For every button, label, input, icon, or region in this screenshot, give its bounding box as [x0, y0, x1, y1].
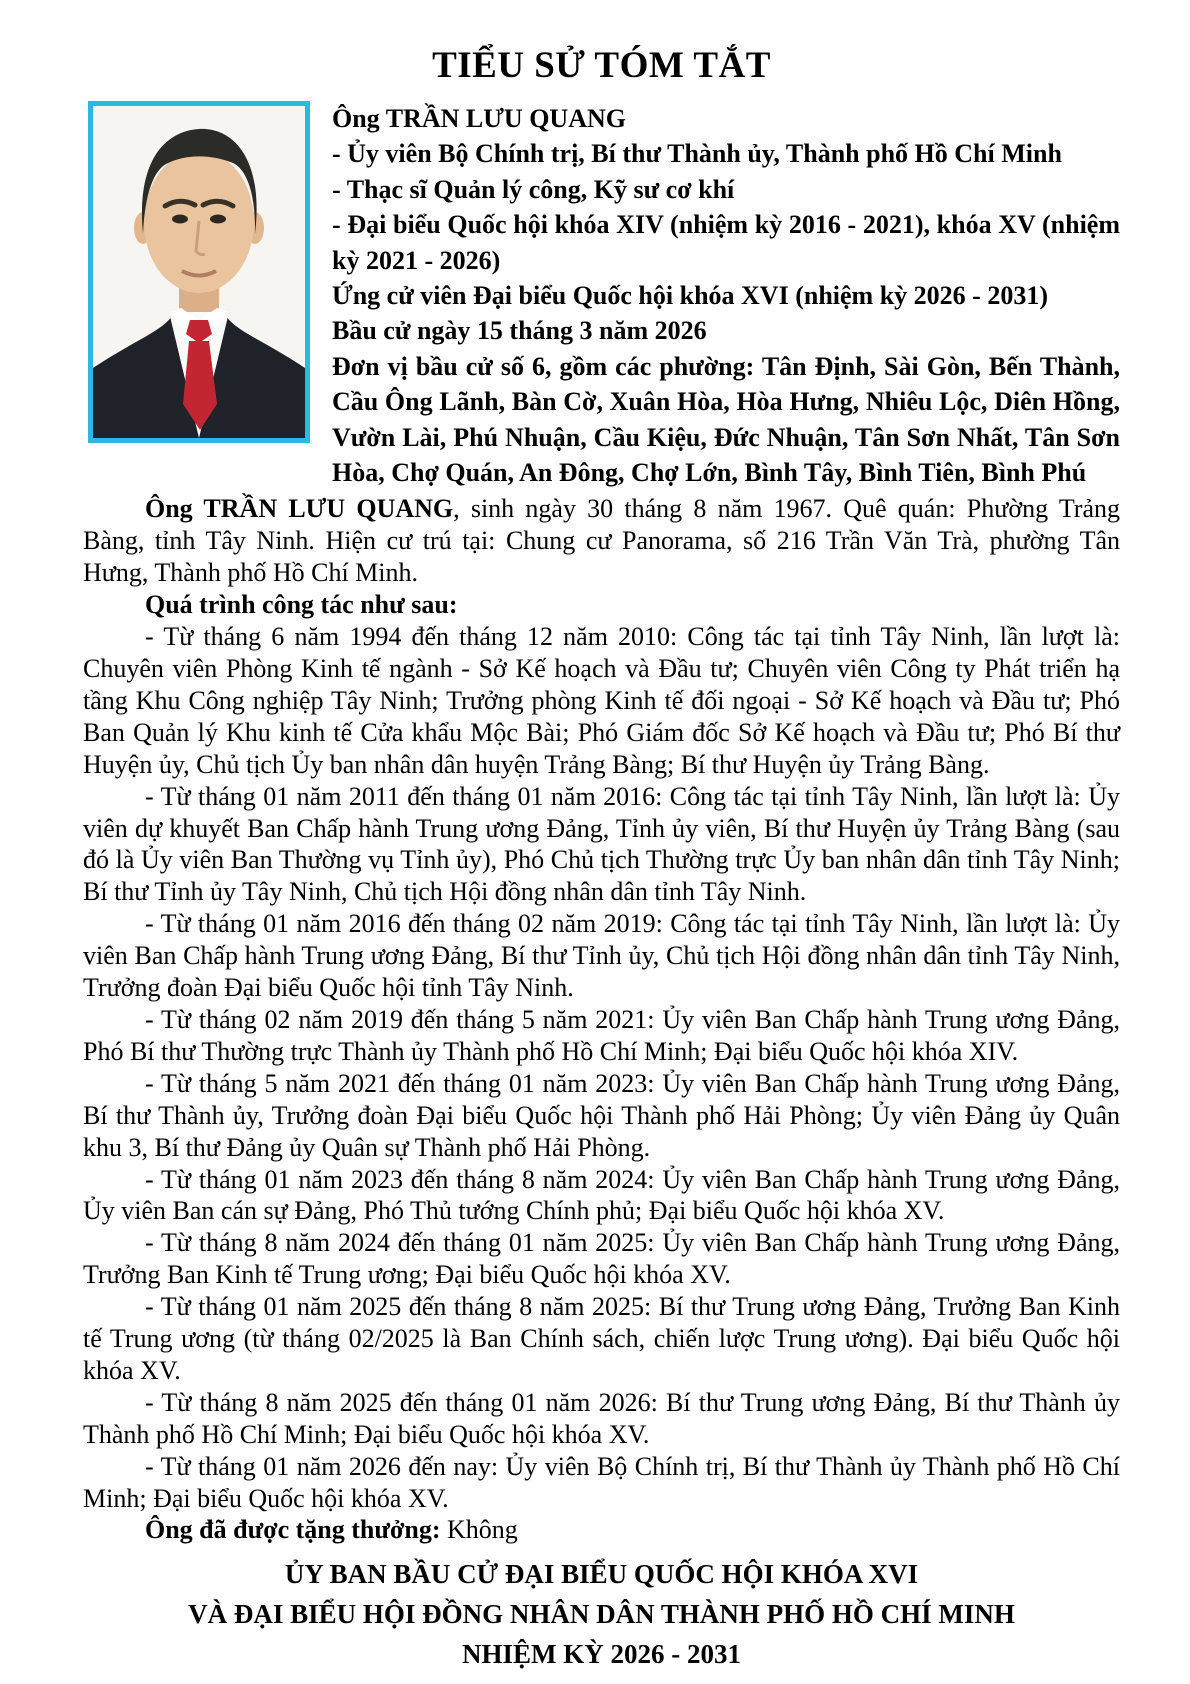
career-heading: Quá trình công tác như sau: — [145, 590, 458, 620]
header-section — [83, 101, 1120, 490]
portrait-photo — [88, 101, 310, 443]
biography-body — [83, 493, 1120, 1546]
award-label: Ông đã được tặng thưởng: — [145, 1515, 441, 1545]
election-date-line: Bầu cử ngày 15 tháng 3 năm 2026 — [332, 316, 707, 346]
footer-line-3: NHIỆM KỲ 2026 - 2031 — [462, 1639, 741, 1670]
career-item-9: - Từ tháng 8 năm 2025 đến tháng 01 năm 2026: Bí thư Trung ương Đảng, Bí thư Thành ủy Thành phố Hồ Chí Minh; Đại biểu Quốc hội khóa XV. — [83, 1387, 1120, 1449]
career-item-5: - Từ tháng 5 năm 2021 đến tháng 01 năm 2023: Ủy viên Ban Chấp hành Trung ương Đảng, Bí thư Thành ủy, Trưởng đoàn Đại biểu Quốc hội Thành phố Hải Phòng; Ủy viên Đảng ủy Quân khu 3, Bí thư Đảng ủy Quân sự Thành phố Hải Phòng. — [83, 1068, 1120, 1162]
career-item-1: - Từ tháng 6 năm 1994 đến tháng 12 năm 2010: Công tác tại tỉnh Tây Ninh, lần lượt là: Chuyên viên Phòng Kinh tế ngành - Sở Kế hoạch và Đầu tư; Chuyên viên Công ty Phát triển hạ tầng Khu Công nghiệp Tây Ninh; Trưởng phòng Kinh tế đối ngoại - Sở Kế hoạch và Đầu tư; Phó Ban Quản lý Khu kinh tế Cửa khẩu Mộc Bài; Phó Giám đốc Sở Kế hoạch và Đầu tư; Phó Bí thư Huyện ủy, Chủ tịch Ủy ban nhân dân huyện Trảng Bàng; Bí thư Huyện ủy Trảng Bàng. — [83, 622, 1120, 779]
candidate-position-line: - Ủy viên Bộ Chính trị, Bí thư Thành ủy, Thành phố Hồ Chí Minh — [332, 139, 1062, 169]
award-line — [83, 1514, 1120, 1546]
intro-paragraph — [83, 493, 1120, 589]
career-item-2: - Từ tháng 01 năm 2011 đến tháng 01 năm 2016: Công tác tại tỉnh Tây Ninh, lần lượt là: Ủy viên dự khuyết Ban Chấp hành Trung ương Đảng, Tỉnh ủy viên, Bí thư Huyện ủy Trảng Bàng (sau đó là Ủy viên Ban Thường vụ Tỉnh ủy), Phó Chủ tịch Thường trực Ủy ban nhân dân tỉnh Tây Ninh; Bí thư Tỉnh ủy Tây Ninh, Chủ tịch Hội đồng nhân dân tỉnh Tây Ninh. — [83, 781, 1120, 907]
candidate-info-block — [332, 101, 1120, 490]
career-item-8: - Từ tháng 01 năm 2025 đến tháng 8 năm 2025: Bí thư Trung ương Đảng, Trưởng Ban Kinh tế Trung ương (từ tháng 02/2025 là Ban Chính sách, chiến lược Trung ương). Đại biểu Quốc hội khóa XV. — [83, 1292, 1120, 1385]
career-item-10: - Từ tháng 01 năm 2026 đến nay: Ủy viên Bộ Chính trị, Bí thư Thành ủy Thành phố Hồ Chí Minh; Đại biểu Quốc hội khóa XV. — [83, 1451, 1120, 1513]
award-value: Không — [440, 1515, 518, 1545]
portrait-photo-graphic — [93, 106, 305, 438]
intro-paragraph-text: , sinh ngày 30 tháng 8 năm 1967. Quê quán: Phường Trảng Bàng, tỉnh Tây Ninh. Hiện cư trú tại: Chung cư Panorama, số 216 Trần Văn Trà, phường Tân Hưng, Thành phố Hồ Chí Minh. — [83, 494, 1120, 588]
career-item-6: - Từ tháng 01 năm 2023 đến tháng 8 năm 2024: Ủy viên Ban Chấp hành Trung ương Đảng, Ủy viên Ban cán sự Đảng, Phó Thủ tướng Chính phủ; Đại biểu Quốc hội khóa XV. — [83, 1164, 1120, 1226]
career-item-3: - Từ tháng 01 năm 2016 đến tháng 02 năm 2019: Công tác tại tỉnh Tây Ninh, lần lượt là: Ủy viên Ban Chấp hành Trung ương Đảng, Bí thư Tỉnh ủy, Chủ tịch Hội đồng nhân dân tỉnh Tây Ninh, Trưởng đoàn Đại biểu Quốc hội tỉnh Tây Ninh. — [83, 909, 1120, 1003]
candidate-education-line: - Thạc sĩ Quản lý công, Kỹ sư cơ khí — [332, 174, 735, 204]
candidate-delegate-line: - Đại biểu Quốc hội khóa XIV (nhiệm kỳ 2016 - 2021), khóa XV (nhiệm kỳ 2021 - 2026) — [332, 210, 1120, 275]
document-title: TIỂU SỬ TÓM TẮT — [432, 45, 771, 86]
footer-line-2: VÀ ĐẠI BIỂU HỘI ĐỒNG NHÂN DÂN THÀNH PHỐ HỒ CHÍ MINH — [188, 1599, 1015, 1630]
election-committee-footer — [83, 1554, 1120, 1674]
intro-name-bold: Ông TRẦN LƯU QUANG — [145, 494, 454, 524]
candidate-name-line: Ông TRẦN LƯU QUANG — [332, 104, 626, 133]
candidate-nomination-line: Ứng cử viên Đại biểu Quốc hội khóa XVI (nhiệm kỳ 2026 - 2031) — [332, 281, 1048, 311]
footer-line-1: ỦY BAN BẦU CỬ ĐẠI BIỂU QUỐC HỘI KHÓA XVI — [284, 1559, 919, 1590]
career-item-7: - Từ tháng 8 năm 2024 đến tháng 01 năm 2025: Ủy viên Ban Chấp hành Trung ương Đảng, Trưởng Ban Kinh tế Trung ương; Đại biểu Quốc hội khóa XV. — [83, 1228, 1120, 1290]
career-item-4: - Từ tháng 02 năm 2019 đến tháng 5 năm 2021: Ủy viên Ban Chấp hành Trung ương Đảng, Phó Bí thư Thường trực Thành ủy Thành phố Hồ Chí Minh; Đại biểu Quốc hội khóa XIV. — [83, 1004, 1120, 1066]
constituency-line: Đơn vị bầu cử số 6, gồm các phường: Tân Định, Sài Gòn, Bến Thành, Cầu Ông Lãnh, Bàn Cờ, Xuân Hòa, Hòa Hưng, Nhiêu Lộc, Diên Hồng, Vườn Lài, Phú Nhuận, Cầu Kiệu, Đức Nhuận, Tân Sơn Nhất, Tân Sơn Hòa, Chợ Quán, An Đông, Chợ Lớn, Bình Tây, Bình Tiên, Bình Phú — [332, 351, 1120, 488]
